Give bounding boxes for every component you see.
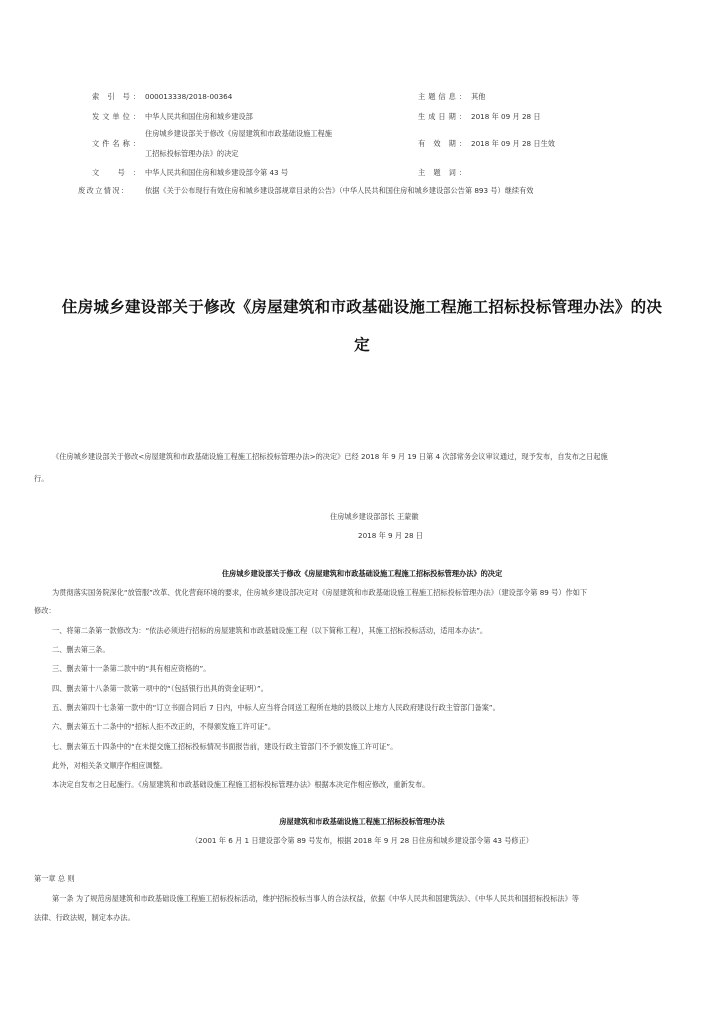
doc-no-value: 中华人民共和国住房和城乡建设部令第 43 号 xyxy=(145,168,289,177)
status-label: 废改立情况： xyxy=(78,186,128,195)
intro-line1: 《住房城乡建设部关于修改<房屋建筑和市政基础设施工程施工招标投标管理办法>的决定》已经 2018 年 9 月 19 日第 4 次部常务会议审议通过，现予发布，自发布之日起施 xyxy=(52,452,608,461)
doc-name-line2: 工招标投标管理办法》的决定 xyxy=(145,149,239,158)
sign-date: 2018 年 9 月 28 日 xyxy=(358,531,423,540)
decision-item-9: 本决定自发布之日起施行。《房屋建筑和市政基础设施工程施工招标投标管理办法》根据本决定作相应修改，重新发布。 xyxy=(52,780,430,789)
effective-label: 有 效 期： xyxy=(418,139,466,148)
page-title xyxy=(40,288,684,364)
decision-item-4: 四、删去第十八条第一款第一项中的“（包括银行出具的资金证明）”。 xyxy=(52,684,268,693)
status-value: 依据《关于公布现行有效住房和城乡建设部规章目录的公告》（中华人民共和国住房和城乡建设部公告第 893 号）继续有效 xyxy=(145,186,534,195)
measures-subheading: （2001 年 6 月 1 日建设部令第 89 号发布，根据 2018 年 9 月 28 日住房和城乡建设部令第 43 号修正） xyxy=(190,836,533,845)
decision-para1-line1: 为贯彻落实国务院深化“放管服”改革、优化营商环境的要求，住房城乡建设部决定对《房屋建筑和市政基础设施工程施工招标投标管理办法》（建设部令第 89 号）作如下 xyxy=(52,588,588,597)
date-value: 2018 年 09 月 28 日 xyxy=(471,112,541,121)
date-label: 生成日期： xyxy=(418,112,466,121)
index-value: 000013338/2018-00364 xyxy=(145,92,233,101)
issuer-label: 发文单位： xyxy=(92,112,140,121)
decision-item-1: 一、将第二条第一款修改为：“依法必须进行招标的房屋建筑和市政基础设施工程（以下简称工程），其施工招标投标活动，适用本办法”。 xyxy=(52,626,488,635)
decision-item-2: 二、删去第三条。 xyxy=(52,645,110,654)
decision-item-6: 六、删去第五十二条中的“招标人拒不改正的，不得颁发施工许可证”。 xyxy=(52,722,276,731)
category-value: 其他 xyxy=(471,92,486,101)
decision-item-5: 五、删去第四十七条第一款中的“订立书面合同后 7 日内，中标人应当将合同送工程所在地的县级以上地方人民政府建设行政主管部门备案”。 xyxy=(52,703,500,712)
title-line1: 住房城乡建设部关于修改《房屋建筑和市政基础设施工程施工招标投标管理办法》的决 xyxy=(61,298,663,316)
article1-line2: 法律、行政法规，制定本办法。 xyxy=(34,913,135,922)
title-line2: 定 xyxy=(354,336,370,354)
decision-item-3: 三、删去第十一条第二款中的“具有相应资格的”。 xyxy=(52,664,211,673)
keywords-label: 主 题 词： xyxy=(418,168,466,177)
issuer-value: 中华人民共和国住房和城乡建设部 xyxy=(145,112,253,121)
signature: 住房城乡建设部部长 王蒙徽 xyxy=(330,512,419,521)
decision-heading: 住房城乡建设部关于修改《房屋建筑和市政基础设施工程施工招标投标管理办法》的决定 xyxy=(221,569,503,578)
measures-heading: 房屋建筑和市政基础设施工程施工招标投标管理办法 xyxy=(279,817,445,826)
index-label: 索 引 号： xyxy=(92,92,140,101)
doc-name-line1: 住房城乡建设部关于修改《房屋建筑和市政基础设施工程施 xyxy=(145,129,332,138)
effective-value: 2018 年 09 月 28 日生效 xyxy=(471,139,555,148)
decision-para1-line2: 修改： xyxy=(34,606,56,615)
intro-line2: 行。 xyxy=(34,474,49,483)
category-label: 主题信息： xyxy=(418,92,466,101)
decision-item-7: 七、删去第五十四条中的“在未提交施工招标投标情况书面报告前，建设行政主管部门不予颁发施工许可证”。 xyxy=(52,742,398,751)
article1-line1: 第一条 为了规范房屋建筑和市政基础设施工程施工招标投标活动，维护招标投标当事人的合法权益，依据《中华人民共和国建筑法》、《中华人民共和国招标投标法》等 xyxy=(52,894,579,903)
doc-name-label: 文件名称： xyxy=(92,139,140,148)
chapter-heading: 第一章 总 则 xyxy=(34,874,75,883)
doc-no-label: 文 号： xyxy=(92,168,140,177)
decision-item-8: 此外，对相关条文顺序作相应调整。 xyxy=(52,761,168,770)
